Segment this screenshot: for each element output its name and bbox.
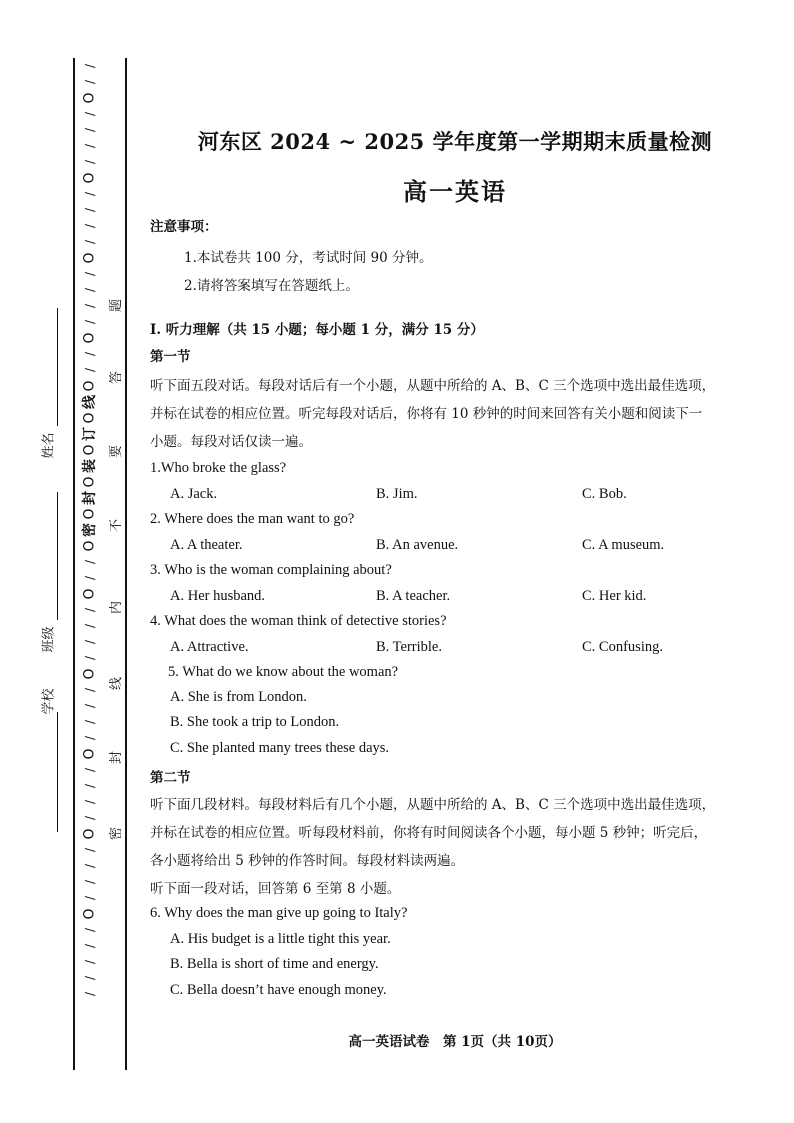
q2-option-a[interactable]: A. A theater.	[170, 537, 243, 553]
instructions-heading: 注意事项：	[150, 219, 218, 235]
q1-option-a[interactable]: A. Jack.	[170, 486, 218, 502]
binding-line-outer	[73, 58, 75, 1070]
section1-directions-line: 小题。每段对话仅读一遍。	[150, 434, 312, 450]
notice-word: 封	[109, 750, 125, 765]
instruction-item: 1.本试卷共 100 分，考试时间 90 分钟。	[184, 250, 433, 266]
q5-option-a[interactable]: A. She is from London.	[170, 689, 307, 705]
section1-directions-line: 听下面五段对话。每段对话后有一个小题，从题中所给的 A、B、C 三个选项中选出最佳选项，	[150, 378, 716, 394]
cut-word-xian: 线	[82, 395, 98, 409]
notice-word: 题	[109, 298, 125, 313]
q3-option-c[interactable]: C. Her kid.	[582, 588, 647, 604]
page-footer: 高一英语试卷 第 1页（共 10页）	[348, 1034, 562, 1050]
notice-word: 线	[109, 676, 125, 691]
q6-option-c[interactable]: C. Bella doesn’t have enough money.	[170, 982, 387, 998]
cut-word-ding: 订	[82, 427, 98, 441]
notice-word: 不	[109, 518, 125, 533]
question-4-stem: 4. What does the woman think of detective stories?	[150, 613, 447, 629]
school-label: 学校	[41, 688, 57, 715]
q1-option-c[interactable]: C. Bob.	[582, 486, 627, 502]
section2-title: 第二节	[150, 770, 191, 786]
q3-option-b[interactable]: B. A teacher.	[376, 588, 451, 604]
notice-word: 答	[109, 370, 125, 385]
q2-option-c[interactable]: C. A museum.	[582, 537, 665, 553]
section2-directions-line: 听下面几段材料。每段材料后有几个小题，从题中所给的 A、B、C 三个选项中选出最佳选项，	[150, 797, 716, 813]
student-info-fields	[20, 0, 70, 1123]
class-field[interactable]	[57, 492, 58, 620]
q4-option-b[interactable]: B. Terrible.	[376, 639, 442, 655]
section2-directions-line: 并标在试卷的相应位置。听每段材料前，你将有时间阅读各个小题，每小题 5 秒钟；听完后，	[150, 825, 708, 841]
q5-option-b[interactable]: B. She took a trip to London.	[170, 714, 340, 730]
name-field[interactable]	[57, 308, 58, 426]
cut-word-mi: 密	[82, 523, 98, 537]
q6-option-b[interactable]: B. Bella is short of time and energy.	[170, 956, 379, 972]
section1-title: 第一节	[150, 349, 191, 365]
binding-margin	[0, 0, 140, 1123]
q3-option-a[interactable]: A. Her husband.	[170, 588, 266, 604]
q1-option-b[interactable]: B. Jim.	[376, 486, 418, 502]
question-3-stem: 3. Who is the woman complaining about?	[150, 562, 392, 578]
q5-option-c[interactable]: C. She planted many trees these days.	[170, 740, 390, 756]
subject-title: 高一英语	[403, 177, 507, 206]
notice-word: 要	[109, 444, 125, 459]
q2-option-b[interactable]: B. An avenue.	[376, 537, 459, 553]
notice-word: 密	[109, 826, 125, 841]
notice-word: 内	[109, 600, 125, 615]
question-6-stem: 6. Why does the man give up going to Italy?	[150, 905, 408, 921]
section2-directions-line: 各小题将给出 5 秒钟的作答时间。每段材料读两遍。	[150, 853, 465, 869]
question-2-stem: 2. Where does the man want to go?	[150, 511, 355, 527]
cut-word-feng: 封	[82, 491, 98, 505]
dialog-intro: 听下面一段对话，回答第 6 至第 8 小题。	[150, 881, 401, 897]
instruction-item: 2.请将答案填写在答题纸上。	[184, 278, 359, 294]
school-field[interactable]	[57, 712, 58, 832]
cut-word-zhuang: 装	[82, 459, 98, 473]
exam-title: 河东区 2024 ~ 2025 学年度第一学期期末质量检测	[197, 129, 713, 154]
name-label: 姓名	[41, 432, 57, 459]
no-answer-zone-notice	[106, 58, 126, 1070]
q4-option-c[interactable]: C. Confusing.	[582, 639, 663, 655]
question-1-stem: 1.Who broke the glass?	[150, 460, 287, 476]
cut-line-pattern: / / O / / / / O / / / / O / / / / O / / O 线 O 订 O 装 O 封 O 密 O / / O / / / / O / / / / O / / / / O / / / / O / / / / /	[82, 63, 98, 997]
section1-directions-line: 并标在试卷的相应位置。听完每段对话后，你将有 10 秒钟的时间来回答有关小题和阅读下一	[150, 406, 703, 422]
q6-option-a[interactable]: A. His budget is a little tight this year.	[170, 931, 391, 947]
q4-option-a[interactable]: A. Attractive.	[170, 639, 249, 655]
part1-heading: Ⅰ. 听力理解（共 15 小题；每小题 1 分，满分 15 分）	[150, 322, 484, 338]
question-5-stem: 5. What do we know about the woman?	[168, 664, 399, 680]
class-label: 班级	[41, 626, 57, 653]
